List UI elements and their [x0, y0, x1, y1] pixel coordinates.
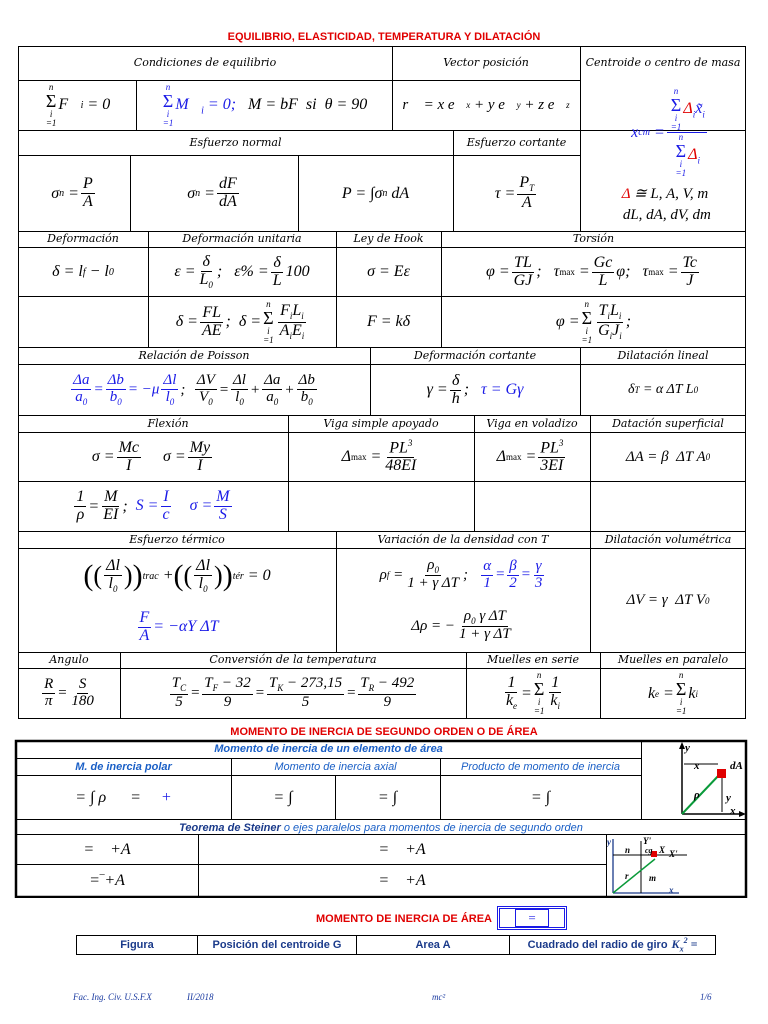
- steiner-subtitle: o ejes paralelos para momentos de inercia de segundo orden: [280, 822, 583, 834]
- header-normal-stress: Esfuerzo normal: [189, 135, 282, 149]
- formula-sum-forces: n Σ i =1 F⃗ i = 0: [45, 81, 111, 128]
- formula-shear-deformation: γ = $\frac{\delta}{h}$ ; τ = Gγ: [426, 371, 524, 407]
- header-linear-dilation: Dilatación lineal: [617, 348, 709, 362]
- area-element-diagram: [642, 742, 746, 819]
- formula-torsion-angle: φ = $\frac{TL}{GJ}$ ; τ max = $\frac{Gc}{L}$ φ; τ max = $\frac{Tc}{J}$: [485, 253, 698, 289]
- formula-axial-deformation: δ = $\frac{FL}{AE}$ ; δ = n Σ i =1 $\frac{F_iL_i}{A_iE_i}$: [175, 298, 305, 345]
- header-volumetric-dilation: Dilatación volumétrica: [604, 532, 732, 546]
- formula-thermal-stress-1: ( ( $\frac{\Delta l}{l_0}$ ) ) trac + ( ( $\frac{\Delta l}{l_0}$ ) ) tér = 0: [83, 556, 271, 594]
- header-centroid: Centroide o centro de masa: [585, 56, 741, 70]
- header-shear-stress: Esfuerzo cortante: [466, 135, 567, 149]
- formula-thermal-stress-2: $\frac{F}{A}$ = −αY ΔT: [139, 608, 219, 644]
- formula-curvature: $\frac{1}{\rho}$ = $\frac{M}{EI}$ ; S = $\frac{I}{c}$ σ = $\frac{M}{S}$: [76, 488, 230, 523]
- parallel-axes-diagram: [607, 835, 745, 897]
- formula-density-delta: Δρ = − $\frac{\rho_0 \gamma \Delta T}{\text{1 + γ ΔT}}$: [411, 607, 511, 643]
- formula-density-variation: ρ f = $\frac{\rho_0}{\text{1 + γ ΔT}}$ ; $\frac{\alpha}{1}$ = $\frac{\beta}{2}$ = $\frac{\gamma}{3}$: [379, 556, 543, 592]
- header-equilibrium: Condiciones de equilibrio: [133, 56, 277, 70]
- svg-text:ρ: ρ: [694, 789, 700, 801]
- header-density-variation: Variación de la densidad con T: [377, 532, 549, 546]
- product-moment-header: Producto de momento de inercia: [461, 761, 620, 773]
- formula-steiner-4: = +A: [378, 872, 426, 889]
- svg-text:Y': Y': [643, 836, 651, 846]
- header-surface-dilation: Datación superficial: [612, 416, 724, 430]
- formula-springs-parallel: k e = n Σ i =1 k i: [647, 670, 699, 716]
- svg-text:y: y: [685, 742, 690, 754]
- col-area: Area A: [357, 936, 510, 954]
- main-title: EQUILIBRIO, ELASTICIDAD, TEMPERATURA Y DILATACIÓN: [227, 31, 541, 43]
- section3-title: MOMENTO DE INERCIA DE ÁREA: [315, 913, 492, 925]
- formula-steiner-3: = ‾ +A: [89, 872, 125, 889]
- col-figure: Figura: [77, 936, 198, 954]
- formula-flexion-stress: σ = $\frac{Mc}{I}$ σ = $\frac{My}{I}$: [91, 438, 211, 474]
- svg-text:cg: cg: [645, 846, 653, 855]
- svg-text:m: m: [649, 873, 657, 883]
- polar-moment-header: M. de inercia polar: [75, 761, 172, 773]
- formula-surface-dilation: ΔA = β ΔT A 0: [625, 448, 711, 465]
- svg-text:X': X': [669, 849, 678, 859]
- formula-springs-series: $\frac{1}{k_e}$ = n Σ i =1 $\frac{1}{k_i}$: [505, 670, 561, 716]
- formula-centroid: x cm = n Σ i $=1\Delta_ix̃_i$ n Σ i $=1\Delta_i$: [631, 86, 705, 178]
- header-temperature-conversion: Conversión de la temperatura: [209, 653, 377, 667]
- element-moment-header: Momento de inercia de un elemento de área: [214, 743, 443, 755]
- svg-text:x: x: [669, 885, 674, 895]
- formula-force-integral: P = ∫σ n dA: [341, 184, 410, 202]
- formula-steiner-1: = +A: [83, 840, 131, 858]
- svg-text:x: x: [694, 760, 700, 772]
- header-cantilever-beam: Viga en voladizo: [486, 416, 578, 430]
- formula-product-moment: = ∫: [530, 788, 551, 806]
- header-thermal-stress: Esfuerzo térmico: [129, 532, 225, 546]
- inertia-formula-box: [497, 906, 567, 930]
- formula-normal-stress: σ n = $\frac{P}{A}$: [51, 175, 93, 210]
- formula-torsion-sum: φ = n Σ i =1 $\frac{T_iL_i}{G_iJ_i}$ ;: [555, 298, 632, 345]
- steiner-header: [16, 822, 746, 834]
- formula-deformation: δ = l f − l 0: [52, 263, 114, 280]
- header-unit-deformation: Deformación unitaria: [182, 232, 302, 246]
- svg-text:dA: dA: [730, 760, 743, 772]
- svg-text:n: n: [625, 845, 631, 855]
- header-position-vector: Vector posición: [443, 56, 529, 70]
- header-deformation: Deformación: [47, 232, 119, 246]
- col-centroid-position: Posición del centroide G: [198, 936, 357, 954]
- header-shear-deformation: Deformación cortante: [413, 348, 537, 362]
- formula-volumetric-dilation: ΔV = γ ΔT V 0: [626, 592, 710, 608]
- formula-axial-moment-x: = ∫: [273, 788, 293, 806]
- formula-linear-dilation: δ T = α ΔT L 0: [627, 382, 699, 397]
- svg-text:y: y: [726, 792, 731, 804]
- formula-simple-beam-deflection: Δ max = $\frac{PL^3}{48EI}$: [341, 438, 417, 475]
- formula-axial-moment-y: = ∫: [377, 788, 398, 806]
- formula-poisson: $\frac{\Delta a}{a_0}$ = $\frac{\Delta b}{b_0}$ = −μ $\frac{\Delta l}{l_0}$ ; $\frac{\Delta V}{V_0}$ = $\frac{\Delta l}{l_0}$ + $\frac{\Delta a}{a_0}$ + $\frac{\Delta b}{b_0}$: [73, 371, 315, 407]
- formula-stress-differential: σ n = $\frac{dF}{dA}$: [187, 175, 237, 210]
- steiner-title: Teorema de Steiner: [179, 822, 281, 834]
- header-angle: Angulo: [49, 653, 89, 667]
- formula-shear-stress: τ = $\frac{P_T}{A}$: [494, 174, 535, 211]
- svg-text:x: x: [730, 805, 736, 817]
- header-springs-series: Muelles en serie: [486, 653, 580, 667]
- formula-steiner-2: = +A: [378, 840, 426, 858]
- col-gyration-radius: Cuadrado del radio de giro $K_x^2$ =: [527, 936, 698, 954]
- svg-text:r: r: [625, 871, 629, 881]
- section2-title: MOMENTO DE INERCIA DE SEGUNDO ORDEN O DE ÁREA: [230, 726, 538, 738]
- formula-polar-moment: = ∫ ρ = +: [75, 788, 172, 806]
- col-gyration-radius-label: Cuadrado del radio de giro: [527, 939, 668, 951]
- header-hooke-law: Ley de Hook: [353, 232, 424, 246]
- formula-cantilever-deflection: Δ max = $\frac{PL^3}{3EI}$: [496, 438, 564, 475]
- footer-mc2: mc²: [432, 992, 446, 1002]
- formula-hooke-law: σ = Eε: [367, 263, 410, 280]
- formula-unit-deformation: ε = $\frac{\delta}{L_0}$ ; ε% = $\frac{\delta}{L}$ 100: [174, 252, 310, 290]
- footer-semester: II/2018: [187, 992, 214, 1002]
- footer-faculty: Fac. Ing. Civ. U.S.F.X: [73, 992, 152, 1002]
- formula-temperature-conversion: $\frac{T_C}{5}$ = $\frac{T_F - 32}{9}$ = $\frac{T_K - 273,15}{5}$ = $\frac{T_R - 492}{9}$: [171, 675, 415, 710]
- formula-delta-elements: Δ ≅ L, A, V, m dL, dA, dV, dm: [619, 186, 711, 223]
- svg-text:X: X: [659, 845, 666, 855]
- formula-position-vector: r⃗ = x e⃗ x + y e⃗ y + z e⃗ z: [402, 96, 570, 113]
- header-springs-parallel: Muelles en paralelo: [617, 653, 729, 667]
- header-torsion: Torsión: [572, 232, 615, 246]
- axial-moment-header: Momento de inercia axial: [274, 761, 397, 773]
- formula-sum-moments: n Σ i $=1M⃗_i = 0$; M = bF si θ = 90: [162, 81, 368, 128]
- footer-page-number: 1/6: [700, 992, 712, 1002]
- header-flexion: Flexión: [147, 416, 189, 430]
- formula-spring-force: F = kδ: [366, 313, 411, 330]
- formula-angle-conversion: $\frac{R}{\pi}$ = $\frac{S}{180}$: [44, 676, 94, 709]
- header-simple-beam: Viga simple apoyado: [323, 416, 439, 430]
- svg-text:y: y: [607, 837, 611, 847]
- figures-table-header: [76, 935, 716, 955]
- header-poisson: Relación de Poisson: [138, 348, 250, 362]
- inertia-formula-box-text: =: [515, 909, 548, 927]
